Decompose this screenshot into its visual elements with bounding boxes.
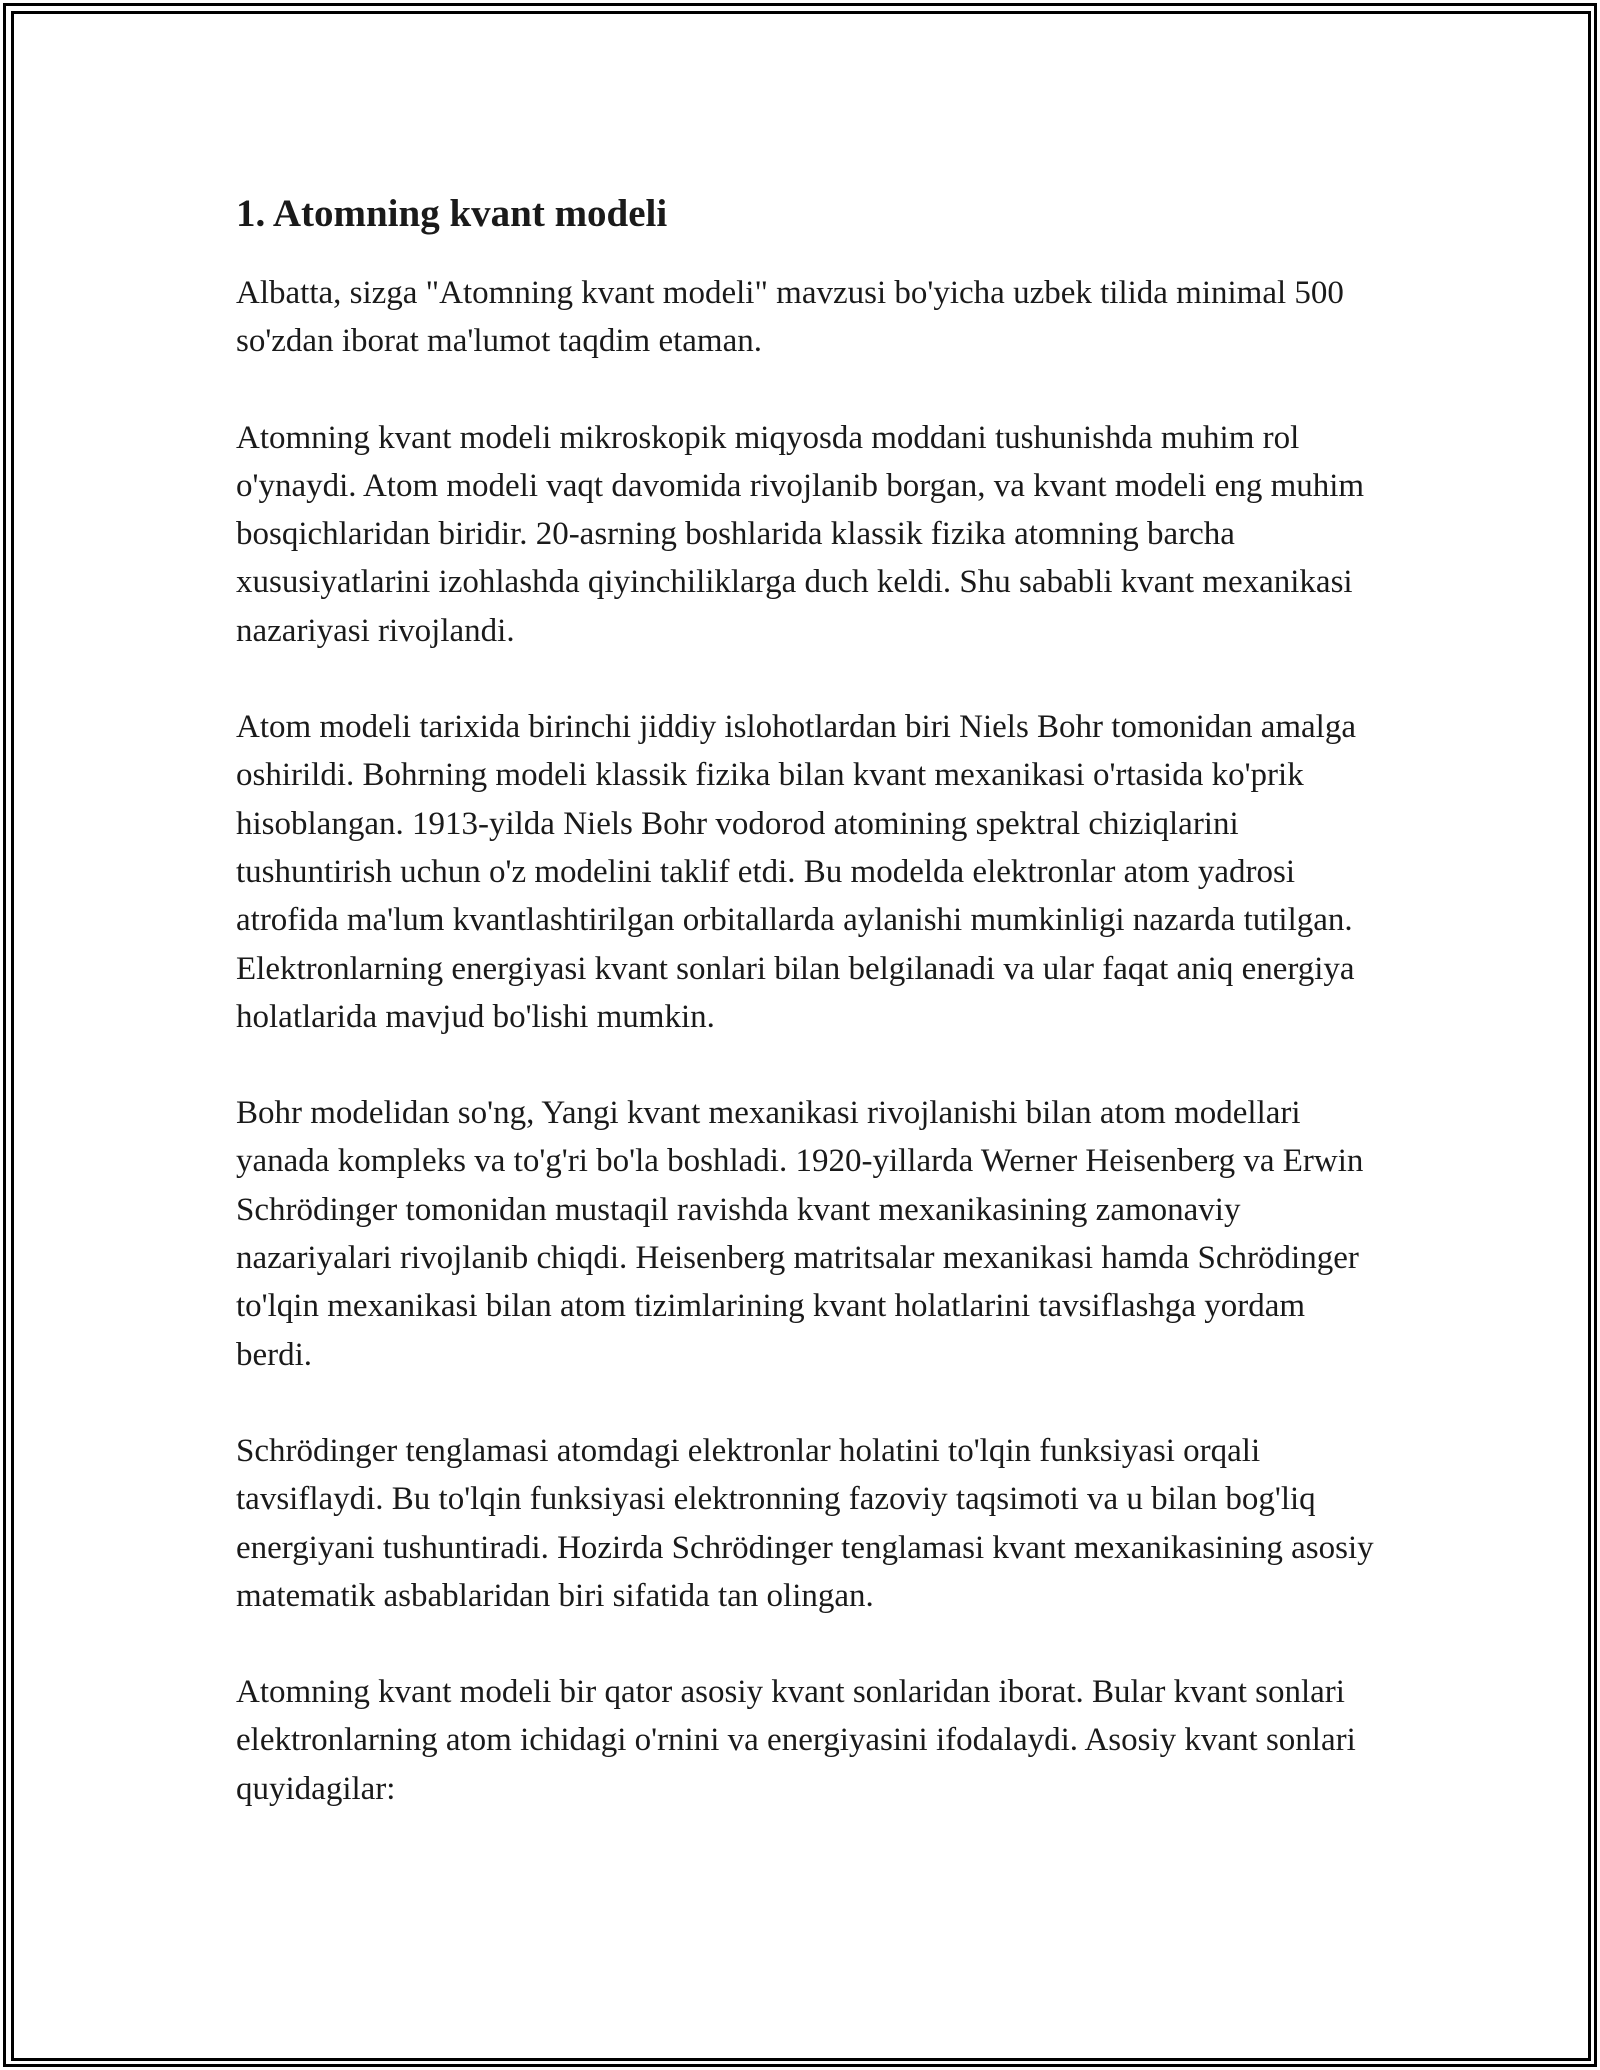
document-body <box>236 182 1376 1861</box>
section-heading: 1. Atomning kvant modeli <box>236 192 668 235</box>
paragraph-schrodinger-equation: Schrödinger tenglamasi atomdagi elektronlar holatini to'lqin funksiyasi orqali tavsiflaydi. Bu to'lqin funksiyasi elektronning fazoviy taqsimoti va u bilan bog'liq energiyani tushuntiradi. Hozirda Schrödinger tenglamasi kvant mexanikasining asosiy matematik asbablaridan biri sifatida tan olingan. <box>236 1432 1374 1614</box>
paragraph-quantum-numbers: Atomning kvant modeli bir qator asosiy kvant sonlaridan iborat. Bular kvant sonlari elektronlarning atom ichidagi o'rnini va energiyasini ifodalaydi. Asosiy kvant sonlari quyidagilar: <box>236 1674 1356 1807</box>
paragraph-overview: Atomning kvant modeli mikroskopik miqyosda moddani tushunishda muhim rol o'ynaydi. Atom modeli vaqt davomida rivojlanib borgan, va kvant modeli eng muhim bosqichlaridan biridir. 20-asrning boshlarida klassik fizika atomning barcha xususiyatlarini izohlashda qiyinchiliklarga duch keldi. Shu sababli kvant mexanikasi nazariyasi rivojlandi. <box>236 419 1365 649</box>
paragraph-intro: Albatta, sizga "Atomning kvant modeli" mavzusi bo'yicha uzbek tilida minimal 500 so'zdan iborat ma'lumot taqdim etaman. <box>236 275 1344 360</box>
paragraph-bohr-model: Atom modeli tarixida birinchi jiddiy islohotlardan biri Niels Bohr tomonidan amalga oshirildi. Bohrning modeli klassik fizika bilan kvant mexanikasi o'rtasida ko'prik hisoblangan. 1913-yilda Niels Bohr vodorod atomining spektral chiziqlarini tushuntirish uchun o'z modelini taklif etdi. Bu modelda elektronlar atom yadrosi atrofida ma'lum kvantlashtirilgan orbitallarda aylanishi mumkinligi nazarda tutilgan. Elektronlarning energiyasi kvant sonlari bilan belgilanadi va ular faqat aniq energiya holatlarida mavjud bo'lishi mumkin. <box>236 709 1356 1035</box>
paragraph-quantum-mechanics: Bohr modelidan so'ng, Yangi kvant mexanikasi rivojlanishi bilan atom modellari yanada kompleks va to'g'ri bo'la boshladi. 1920-yillarda Werner Heisenberg va Erwin Schrödinger tomonidan mustaqil ravishda kvant mexanikasining zamonaviy nazariyalari rivojlanib chiqdi. Heisenberg matritsalar mexanikasi hamda Schrödinger to'lqin mexanikasi bilan atom tizimlarining kvant holatlarini tavsiflashga yordam berdi. <box>236 1095 1364 1373</box>
